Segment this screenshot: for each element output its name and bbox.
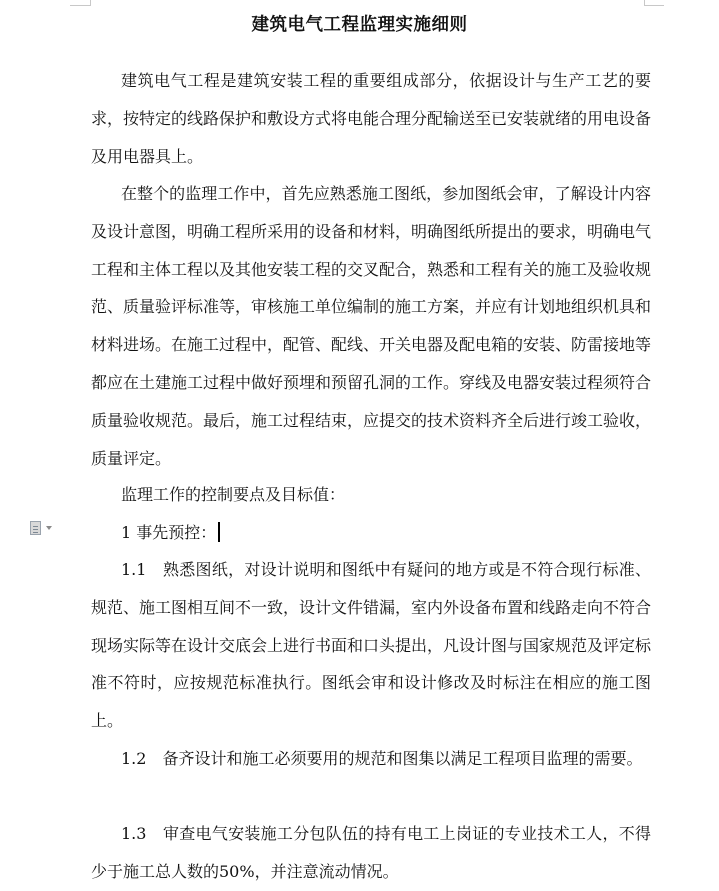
crop-mark-top-right-vertical (644, 0, 645, 6)
document-icon (30, 521, 41, 535)
paragraph-options-button[interactable] (30, 521, 56, 537)
paragraph-item-1-1[interactable]: 1.1 熟悉图纸，对设计说明和图纸中有疑问的地方或是不符合现行标准、规范、施工图相互间不一致，设计文件错漏，室内外设备布置和线路走向不符合现场实际等在设计交底会上进行书面和口头提出，凡设计图与国家规范及评定标准不符时，应按规范标准执行。图纸会审和设计修改及时标注在相应的施工图上。 (91, 560, 652, 731)
document-title[interactable]: 建筑电气工程监理实施细则 (251, 15, 468, 35)
paragraph-control-points[interactable]: 监理工作的控制要点及目标值： (121, 485, 346, 504)
paragraph-item-1-2[interactable]: 1.2 备齐设计和施工必须要用的规范和图集以满足工程项目监理的需要。 (121, 749, 643, 768)
paragraph-advance-control[interactable] (91, 514, 651, 552)
crop-mark-top-left-vertical (90, 0, 91, 6)
paragraph-item-1-3[interactable]: 1.3 审查电气安装施工分包队伍的持有电工上岗证的专业技术工人，不得少于施工总人数的50%，并注意流动情况。 (91, 824, 651, 881)
crop-mark-top-left (70, 5, 90, 6)
crop-mark-top-right (644, 5, 664, 6)
paragraph-supervision-work[interactable]: 在整个的监理工作中，首先应熟悉施工图纸，参加图纸会审，了解设计内容及设计意图，明确工程所采用的设备和材料，明确图纸所提出的要求，明确电气工程和主体工程以及其他安装工程的交叉配合，熟悉和工程有关的施工及验收规范、质量验评标准等，审核施工单位编制的施工方案，并应有计划地组织机具和材料进场。在施工过程中，配管、配线、开关电器及配电箱的安装、防雷接地等都应在土建施工过程中做好预埋和预留孔洞的工作。穿线及电器安装过程须符合质量验收规范。最后，施工过程结束，应提交的技术资料齐全后进行竣工验收，质量评定。 (91, 184, 652, 468)
advance-control-heading[interactable]: 1 事先预控： (121, 523, 217, 542)
chevron-down-icon (46, 526, 52, 530)
paragraph-intro[interactable]: 建筑电气工程是建筑安装工程的重要组成部分，依据设计与生产工艺的要求，按特定的线路保护和敷设方式将电能合理分配输送至已安装就绪的用电设备及用电器具上。 (91, 71, 652, 166)
text-cursor (218, 522, 220, 542)
